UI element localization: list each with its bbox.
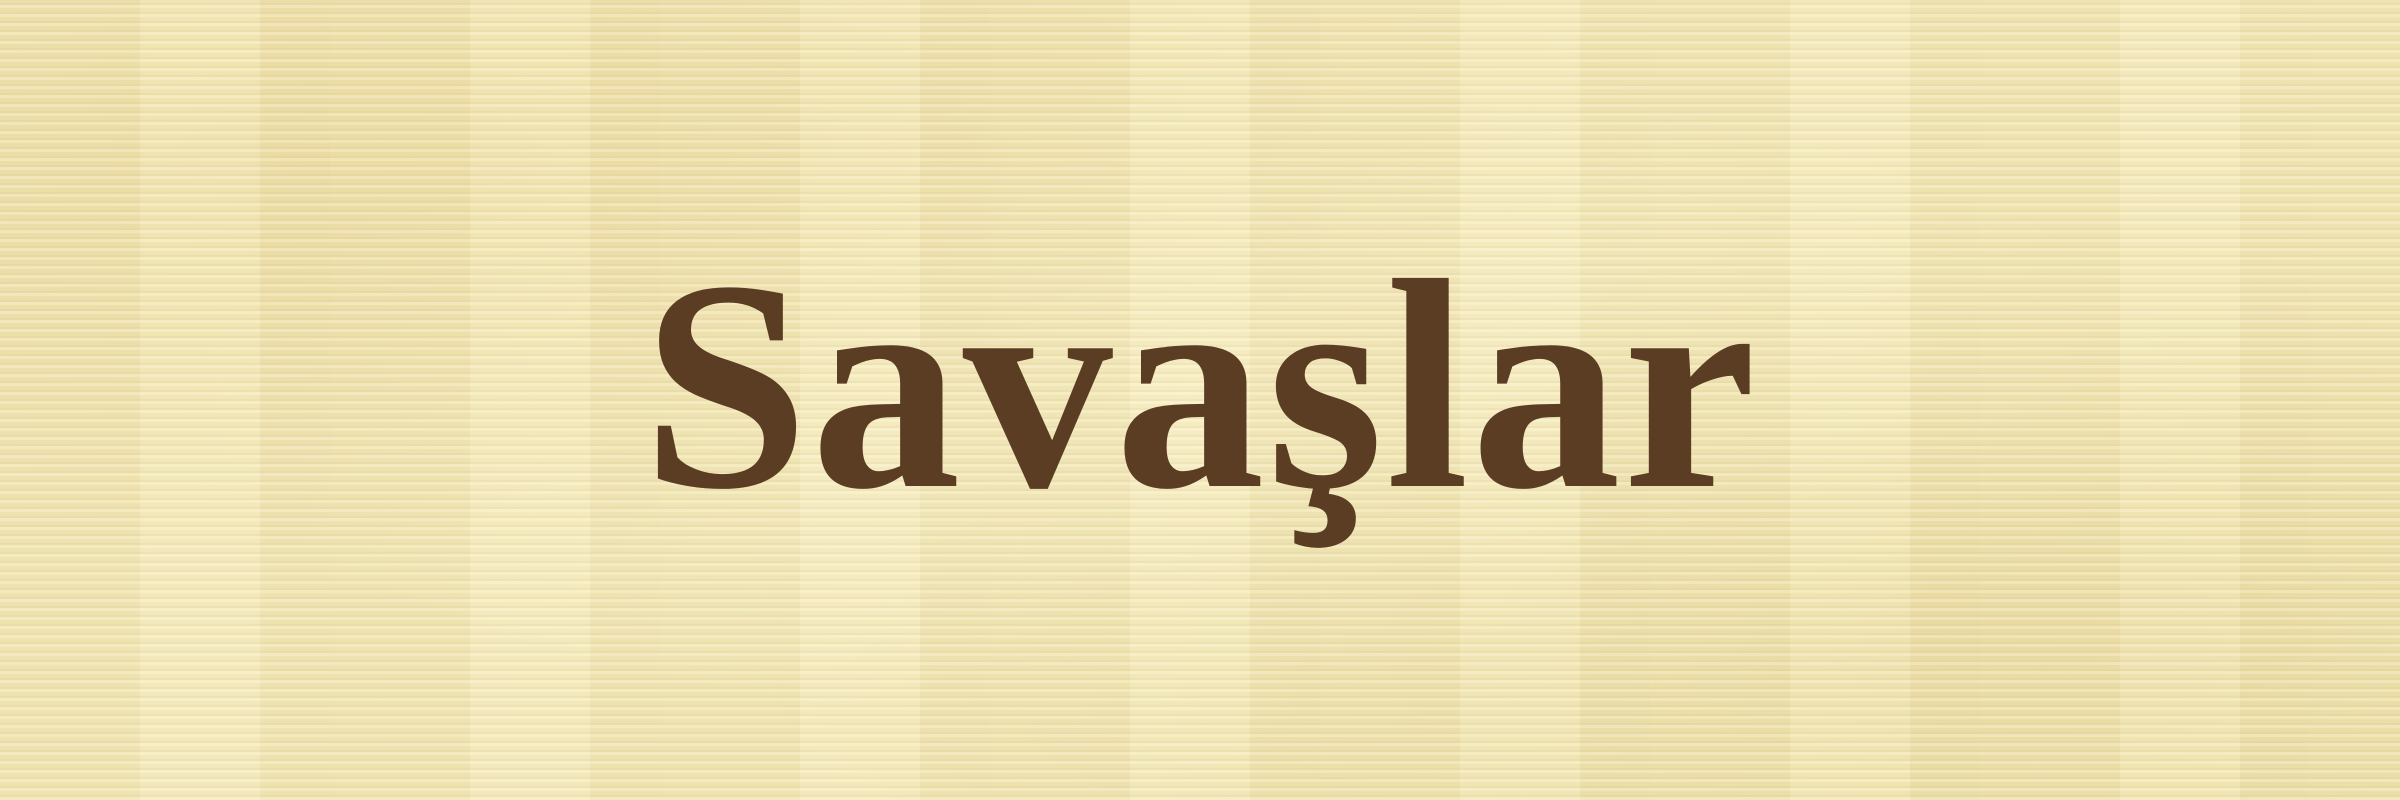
page-title: Savaşlar — [641, 219, 1759, 551]
